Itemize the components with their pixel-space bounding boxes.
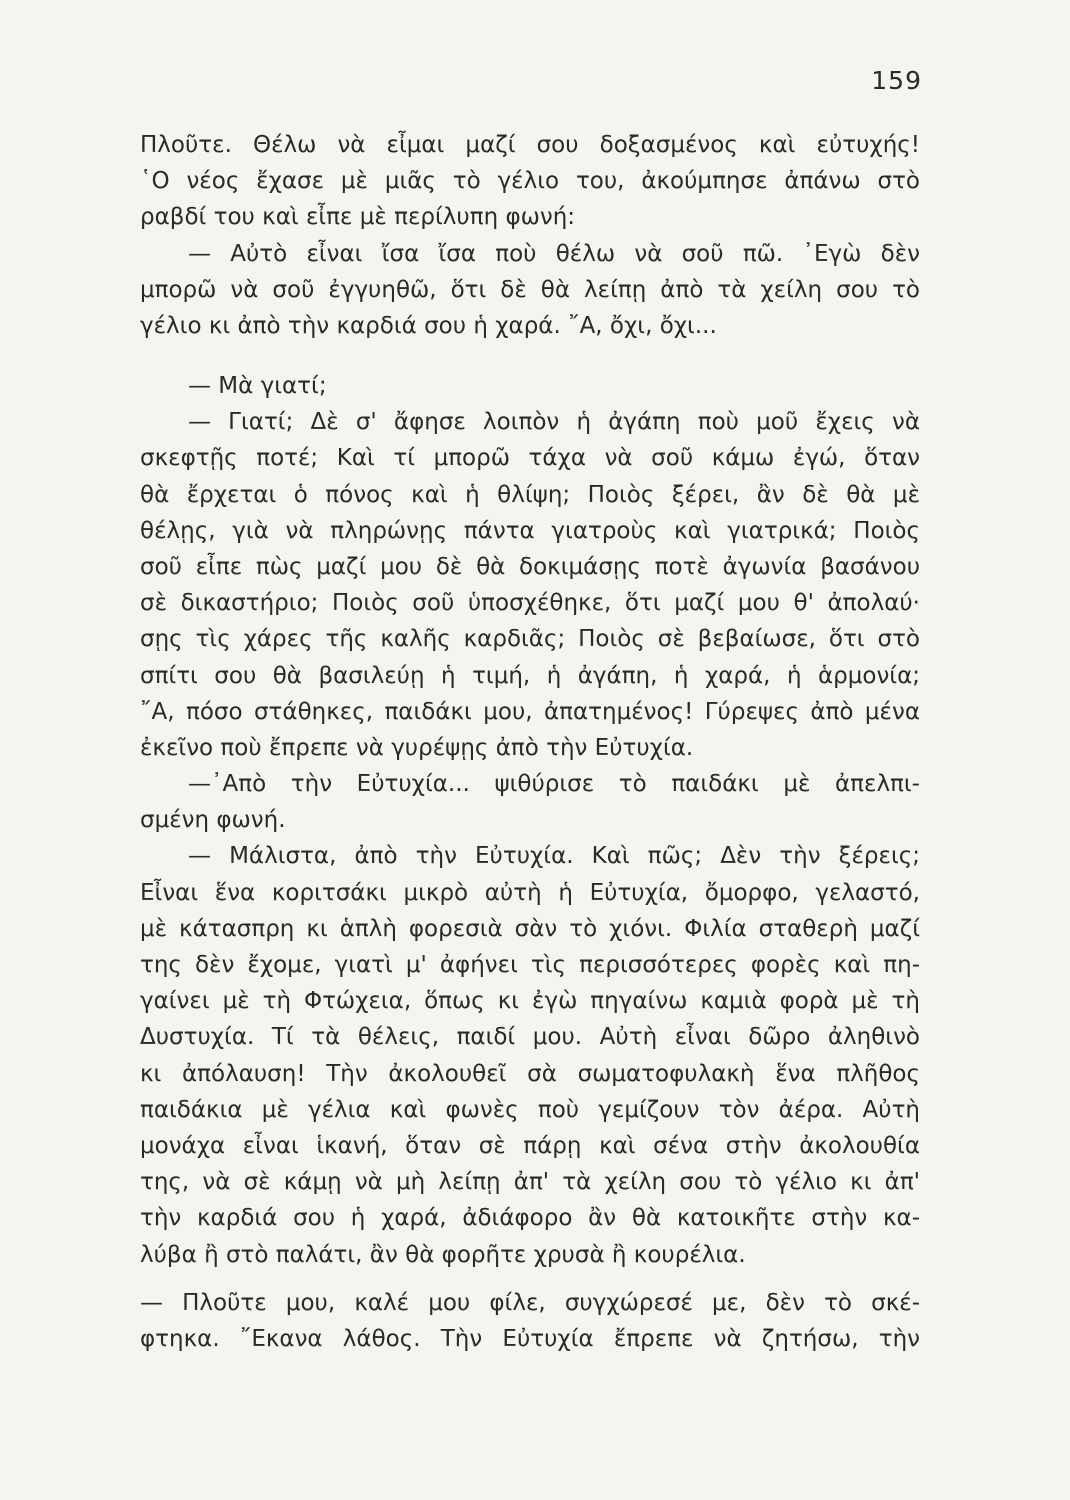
text-line: — Μάλιστα, ἀπὸ τὴν Εὐτυχία. Καὶ πῶς; Δὲν τὴν ξέρεις; — [188, 843, 920, 870]
text-line: σμένη φωνή. — [140, 807, 286, 834]
text-line: σπίτι σου θὰ βασιλεύῃ ἡ τιμή, ἡ ἀγάπη, ἡ χαρά, ἡ ἁρμονία; — [140, 662, 920, 689]
text-line: μπορῶ νὰ σοῦ ἐγγυηθῶ, ὅτι δὲ θὰ λείπῃ ἀπὸ τὰ χείλη σου τὸ — [140, 276, 920, 303]
text-line: τὴν καρδιά σου ἡ χαρά, ἀδιάφορο ἂν θὰ κατοικῆτε στὴν κα- — [140, 1205, 920, 1232]
text-line: — Μὰ γιατί; — [188, 373, 327, 399]
text-line: θὰ ἔρχεται ὁ πόνος καὶ ἡ θλίψη; Ποιὸς ξέρει, ἂν δὲ θὰ μὲ — [140, 481, 920, 508]
paragraph-block-1 — [140, 127, 920, 344]
text-line: γέλιο κι ἀπὸ τὴν καρδιά σου ἡ χαρά. ῎Α, ὄχι, ὄχι... — [140, 312, 717, 339]
text-line: σκεφτῇς ποτέ; Καὶ τί μπορῶ τάχα νὰ σοῦ κάμω ἐγώ, ὅταν — [140, 445, 920, 472]
text-line: ῾Ο νέος ἔχασε μὲ μιᾶς τὸ γέλιο του, ἀκούμπησε ἀπάνω στὸ — [140, 168, 920, 195]
text-line: ραβδί του καὶ εἶπε μὲ περίλυπη φωνή: — [140, 204, 576, 231]
paragraph-block-2 — [140, 368, 920, 1273]
text-line: Πλοῦτε. Θέλω νὰ εἶμαι μαζί σου δοξασμένος καὶ εὐτυχής! — [140, 132, 920, 158]
text-line: σοῦ εἶπε πὼς μαζί μου δὲ θὰ δοκιμάσῃς ποτὲ ἀγωνία βασάνου — [140, 553, 920, 580]
page-number: 159 — [871, 66, 922, 95]
text-line: της, νὰ σὲ κάμῃ νὰ μὴ λείπῃ ἀπ' τὰ χείλη σου τὸ γέλιο κι ἀπ' — [140, 1169, 920, 1196]
text-line: κι ἀπόλαυση! Τὴν ἀκολουθεῖ σὰ σωματοφυλακὴ ἕνα πλῆθος — [140, 1060, 920, 1087]
paragraph-block-3 — [140, 1285, 920, 1357]
text-line: φτηκα. ῎Εκανα λάθος. Τὴν Εὐτυχία ἔπρεπε νὰ ζητήσω, τὴν — [140, 1326, 920, 1353]
text-line: γαίνει μὲ τὴ Φτώχεια, ὅπως κι ἐγὼ πηγαίνω καμιὰ φορὰ μὲ τὴ — [140, 988, 920, 1015]
text-line: —᾿Απὸ τὴν Εὐτυχία... ψιθύρισε τὸ παιδάκι μὲ ἀπελπι- — [188, 771, 920, 798]
text-line: της δὲν ἔχομε, γιατὶ μ' ἀφήνει τὶς περισσότερες φορὲς καὶ πη- — [140, 952, 920, 978]
text-line: παιδάκια μὲ γέλια καὶ φωνὲς ποὺ γεμίζουν τὸν ἀέρα. Αὐτὴ — [140, 1096, 920, 1123]
text-line: Δυστυχία. Τί τὰ θέλεις, παιδί μου. Αὐτὴ εἶναι δῶρο ἀληθινὸ — [140, 1024, 920, 1051]
text-line: λύβα ἢ στὸ παλάτι, ἂν θὰ φορῆτε χρυσὰ ἢ κουρέλια. — [140, 1241, 746, 1268]
text-line: μὲ κάτασπρη κι ἁπλὴ φορεσιὰ σὰν τὸ χιόνι. Φιλία σταθερὴ μαζί — [140, 915, 920, 942]
text-line: ἐκεῖνο ποὺ ἔπρεπε νὰ γυρέψῃς ἀπὸ τὴν Εὐτυχία. — [140, 734, 694, 761]
text-line: σῃς τὶς χάρες τῆς καλῆς καρδιᾶς; Ποιὸς σὲ βεβαίωσε, ὅτι στὸ — [140, 626, 920, 653]
text-line: — Αὐτὸ εἶναι ἴσα ἴσα ποὺ θέλω νὰ σοῦ πῶ. ᾿Εγὼ δὲν — [188, 240, 920, 267]
text-line: σὲ δικαστήριο; Ποιὸς σοῦ ὑποσχέθηκε, ὅτι μαζί μου θ' ἀπολαύ· — [140, 590, 920, 617]
text-line: — Πλοῦτε μου, καλέ μου φίλε, συγχώρεσέ με, δὲν τὸ σκέ- — [140, 1290, 920, 1316]
text-line: Εἶναι ἕνα κοριτσάκι μικρὸ αὐτὴ ἡ Εὐτυχία, ὄμορφο, γελαστό, — [140, 879, 920, 906]
text-line: μονάχα εἶναι ἱκανή, ὅταν σὲ πάρῃ καὶ σένα στὴν ἀκολουθία — [140, 1132, 920, 1159]
text-line: ῎Α, πόσο στάθηκες, παιδάκι μου, ἀπατημένος! Γύρεψες ἀπὸ μένα — [140, 698, 920, 725]
text-line: θέλῃς, γιὰ νὰ πληρώνῃς πάντα γιατροὺς καὶ γιατρικά; Ποιὸς — [140, 517, 920, 544]
text-line: — Γιατί; Δὲ σ' ἄφησε λοιπὸν ἡ ἀγάπη ποὺ μοῦ ἔχεις νὰ — [188, 409, 920, 436]
